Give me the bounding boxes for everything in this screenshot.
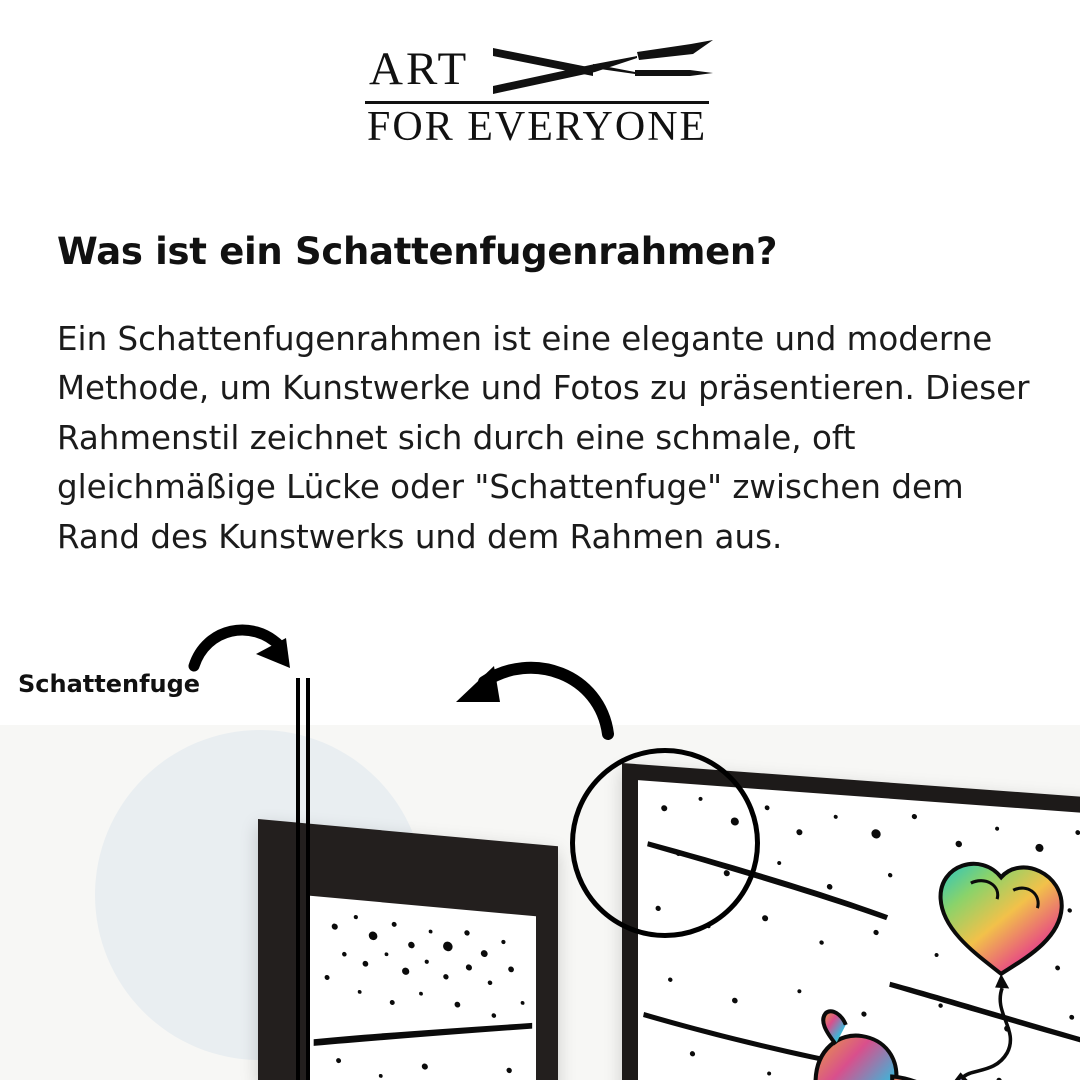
heart-balloon-shape xyxy=(941,861,1062,1080)
brand-logo xyxy=(0,38,1080,156)
gap-marker-line-left xyxy=(296,678,300,1080)
page-title: Was ist ein Schattenfugenrahmen? xyxy=(57,229,778,273)
curved-arrow-down-left-icon xyxy=(440,648,615,748)
crossed-paintbrushes-icon xyxy=(485,34,715,110)
circle-highlight-icon xyxy=(570,748,760,938)
child-silhouette-shape xyxy=(816,1010,967,1080)
logo-text-art: ART xyxy=(369,43,470,95)
double-line-gap-marker-icon xyxy=(296,678,310,1080)
logo-mark xyxy=(365,38,715,156)
framed-print-left-canvas xyxy=(306,895,536,1080)
ink-splatter-artwork-left xyxy=(306,895,536,1080)
gap-label: Schattenfuge xyxy=(18,670,201,698)
body-paragraph: Ein Schattenfugenrahmen ist eine elegante und moderne Methode, um Kunstwerke und Fotos zu präsentieren. Dieser Rahmenstil zeichnet sich durch eine schmale, oft gleichmäßige Lücke oder "Schattenfuge" zwischen dem Rand des Kunstwerks und dem Rahmen aus. xyxy=(57,319,1030,556)
product-photo xyxy=(0,725,1080,1080)
curved-arrow-down-right-icon xyxy=(188,612,308,692)
gap-marker-line-right xyxy=(306,678,310,1080)
logo-text-for-everyone: FOR EVERYONE xyxy=(367,104,708,150)
